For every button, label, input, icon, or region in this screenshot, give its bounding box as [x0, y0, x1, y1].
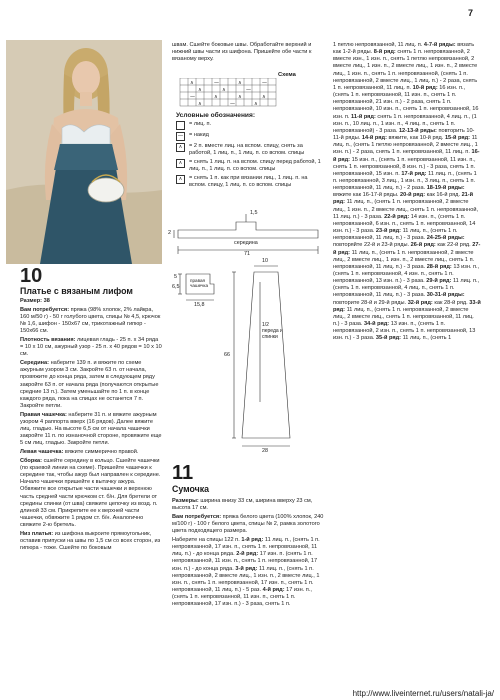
legend-item — [176, 132, 322, 141]
right-cup-paragraph: Правая чашечка: наберите 31 п. и вяжите ажурным узором 4 раппорта вверх (16 рядов). Далее вяжите лиц. гладью. На высоте 6,5 см от начала чашечки закройте 11 п. по изнаночной стороне, провяжите еще 5 см лиц. гладью. Закройте петли. — [20, 411, 162, 447]
instructions-right-column — [333, 42, 481, 344]
assembly-paragraph: Сборка: сшейте середину в кольцо. Сшейте чашечки (по краевой линии на схеме). Пришейте чашечки к середине так, чтобы ажур был направлен к середине. Начало чашечки пришейте к вытачку ажура. Обвяжите все открытые части чашечки и верхнюю часть средней части крючком ст. б/н. Для бретели от средины спинки (от шва) свяжите цепочку из возд. п. длиной 33 см. Прикрепите ее к верхней части чашечки, обвяжите 1 рядом ст. б/н. Аналогично свяжите 2-ю бретель. — [20, 457, 161, 529]
svg-text:∧: ∧ — [254, 101, 258, 107]
dim-10: 10 — [262, 258, 268, 264]
dim-left: 2 — [168, 230, 171, 236]
svg-text:∧: ∧ — [238, 80, 242, 86]
svg-text:∧: ∧ — [198, 101, 202, 107]
stitch-scheme — [176, 72, 296, 108]
legend-text: = лиц. п. — [189, 121, 212, 128]
legend-text: = снять 1 лиц. п. на вспом. спицу перед работой, 1 лиц. п., 1 лиц. п. со вспом. спицы — [189, 158, 321, 172]
dress-pattern-diagram — [172, 258, 328, 458]
svg-text:—: — — [246, 87, 251, 93]
legend-item — [176, 121, 322, 130]
cross-left-icon: ∧ — [176, 143, 185, 152]
size-paragraph-11: Размеры: ширина внизу 33 см, ширина вверху 23 см, высота 17 см. — [172, 498, 313, 512]
skirt-paragraph: Низ платья: из шифона выкроите прямоугольник, оставив припуски на швы по 1,5 см со всех сторон, из гипюра - тоже. Сшейте по боковым — [20, 531, 161, 552]
instructions-paragraph: 1 петлю непровязанной, 11 лиц. п. 4-7-й ряды: вязать как 1-2-й ряды. 8-й ряд: снять 1 п. непровязанной, 2 вместе изн., 1 изн. п., снять 1 петлю непровязанной, 2 вместе лиц., 1 изн. п., 2 вместе лиц., 1 изн. п., 2 вместе лиц., 1 изн. п., снять 1 п. непровязанной, (снять 1 п. непровязанной, 2 вместе лиц., 1 лиц. п.) - 2 раза, снять 1 п. непровязанной, 11 лиц. п. 10-й ряд: 16 изн. п., (снять 1 п. непровязанной, 11 изн. п., снять 1 п. непровязанной, 21 изн. п.) - 2 раза, снять 1 п. непровязанной, 10 изн. п., снять 1 п. непровязанной, 16 изн. п. 11-й ряд: снять 1 п. непровязанной, 4 лиц. п., (1 изн. п., 10 лиц. п., 1 изн. п., 4 лиц. п., снять 1 п. непровязанной) - 3 раза. 12-13-й ряды: повторить 10-11-й ряды. 14-й ряд: вяжите, как 10-й ряд. 15-й ряд: 11 лиц. п., (снять 1 петлю непровязанной, 2 вместе лиц., 1 изн. п.) - 2 раза, снять 1 п. непровязанной, 11 лиц. п. 16-й ряд: 15 изн. п., (снять 1 п. непровязанной, 11 изн. п., снять 1 п. непровязанной, 8 изн. п.) - 3 раза, снять 1 п. непровязанной, 15 изн. п. 17-й ряд: 11 лиц. п., (снять 1 п. непровязанной, 3 лиц., 1 изн. п., 3 лиц. п., снять 1 п. непровязанной, 11 лиц. п.) - 2 раза. 18-19-й ряды: вяжите как 16-17-й ряды. 20-й ряд: как 16-й ряд. 21-й ряд: 11 лиц. п., (снять 1 п. непровязанной, 2 вместе лиц., 1 изн. п., 2 вместе лиц., снять 1 п. непровязанной, 11 лиц. п.) - 3 раза. 22-й ряд: 14 изн. п., (снять 1 п. непровязанной, 6 изн. п., снять 1 п. непровязанной, 14 изн. п.) - 3 раза. 23-й ряд: 11 лиц. п., (снять 1 п. непровязанной, 11 лиц. п.) - 3 раза. 24-25-й ряды: повторяйте 22-й и 23-й ряды. 26-й ряд: как 22-й ряд. 27-й ряд: 11 лиц. п., (снять 1 п. непровязанной, 2 вместе лиц., 2 вместе лиц., 1 изн. п., 2 вместе лиц., снять 1 п. непровязанной, 11 лиц. п.) - 3 раза. 28-й ряд: 13 изн. п., (снять 1 п. непровязанной, 4 изн. п., снять 1 п. непровязанной, 13 изн. п.) - 3 раза. 29-й ряд: 11 лиц. п., (снять 1 п. непровязанной, 4 лиц. п., снять 1 п. непровязанной, 11 лиц. п.) - 3 раза. 30-31-й ряды: повторите 28-й и 29-й ряды. 32-й ряд: как 28-й ряд. 33-й ряд: 11 лиц. п., (снять 1 п. непровязанной, 2 вместе лиц., 2 вместе лиц., снять 1 п. непровязанной, 11 лиц. п.) - 3 раза. 34-й ряд: 13 изн. п., (снять 1 п. непровязанной, 2 изн. п., снять 1 п. непровязанной, 13 изн. п.) - 3 раза. 35-й ряд: 11 лиц. п., (снять 1 — [333, 42, 481, 342]
pattern-title-10: Платье с вязаным лифом — [20, 286, 133, 296]
dim-15-8: 15,8 — [194, 302, 205, 308]
legend-text: = накид — [189, 132, 209, 139]
svg-text:∧: ∧ — [222, 87, 226, 93]
start-paragraph-11: Наберите на спицы 122 п. 1-й ряд: 11 лиц. п., (снять 1 п. непровязанной, 17 изн. п., снять 1 п. непровязанной, 11 лиц. п.) - до конца ряда. 2-й ряд: 17 изн. п. (снять 1 п. непровязанной, 11 изн. п., снять 1 п. непровязанной, 17 изн. п.) - до конца ряда. 3-й ряд: 11 лиц. п., (снять 1 п. непровязанной, 2 вместе лиц., 1 изн. п., 2 вместе лиц., 1 изн. п., снять 1 п. непровязанной, 17 изн. п., снять 1 п. непровязанной, 11 лиц. п.) - 5 раз. 4-й ряд: 17 изн. п., (снять 1 п. непровязанной, 11 изн. п., снять 1 п. непровязанной, 17 изн. п.) - 3 раза, снять 1 п. — [172, 536, 320, 608]
legend-item — [176, 143, 322, 157]
scheme-grid — [176, 78, 280, 114]
label-right-cup: правая чашечка — [190, 278, 209, 288]
legend-text: = снять 1 п. как при вязании лиц., 1 лиц. п. на вспом. спицу, 1 лиц. п. со вспом. спицы — [189, 174, 308, 188]
svg-text:—: — — [190, 94, 195, 100]
page-number: 7 — [468, 8, 474, 18]
svg-text:∧: ∧ — [190, 80, 194, 86]
source-url: http://www.liveinternet.ru/users/natali-ja/ — [352, 689, 494, 698]
dim-height: 66 — [224, 352, 230, 358]
yarn-over-icon: — — [178, 133, 183, 140]
model-photo — [6, 40, 162, 264]
pattern-number-10: 10 — [20, 265, 43, 287]
svg-text:∧: ∧ — [214, 94, 218, 100]
dim-width: 71 — [244, 251, 250, 257]
legend-text: = 2 п. вместе лиц. на вспом. спицу, снять за работой, 1 лиц. п., 1 лиц. п. со вспом. спицы — [189, 142, 305, 157]
svg-text:∧: ∧ — [198, 87, 202, 93]
legend-title: Условные обозначения: — [176, 112, 256, 119]
size-paragraph: Размер: 38 — [20, 298, 50, 304]
pattern-number-11: 11 — [172, 462, 194, 484]
materials-paragraph: Вам потребуется: пряжа (98% хлопок, 2% лайкра, 160 м/50 г) - 50 г голубого цвета, спицы № 4,5, крючок № 1,6, шифон - 150х67 см, трикотажный гипюр - 150х66 см. — [20, 306, 161, 335]
pattern-title-11: Сумочка — [172, 484, 210, 494]
svg-text:∧: ∧ — [262, 94, 266, 100]
dress-pattern-outline — [172, 262, 328, 458]
cross-right-icon: ∧ — [176, 159, 185, 168]
dim-6-5: 6,5 — [172, 284, 180, 290]
middle-paragraph: Середина: наберите 139 п. и вяжите по схеме ажурным узором 3 см. Закройте 63 п. от начала, провяжите до конца ряда, затем в следующем ряду закройте 63 п. от начала ряда (получаются открытые средние 13 п.). Затем уменьшайте по 1 п. в конце каждого ряда, пока на спицах не останется 7 п. Закройте петли. — [20, 360, 159, 409]
dim-top: 1,5 — [250, 210, 258, 216]
dim-5: 5 — [174, 274, 177, 280]
pattern10-body — [20, 298, 162, 554]
top-note: швам. Сшейте боковые швы. Обработайте верхний и нижний швы части из шифона. Пришейте обе части к вязаному верху. — [172, 42, 312, 63]
legend-item — [176, 159, 322, 173]
label-front-back: 1/2 переда и спинки — [262, 322, 283, 340]
svg-text:—: — — [230, 101, 235, 107]
label-center: середина — [234, 240, 258, 246]
legend — [176, 112, 322, 191]
middle-strip-diagram — [168, 208, 324, 258]
legend-item — [176, 175, 322, 189]
knit-stitch-icon — [176, 121, 185, 130]
materials-paragraph-11: Вам потребуется: пряжа белого цвета (100% хлопок, 240 м/100 г) - 100 г белого цвета, спицы № 2, рамка золотого цвета подходящего размера. — [172, 513, 324, 535]
density-paragraph: Плотность вязания: лицевая гладь - 25 п. х 34 ряда = 10 х 10 см, ажурный узор - 25 п. х 40 рядов = 10 х 10 см. — [20, 336, 162, 358]
svg-text:—: — — [214, 80, 219, 86]
scheme-title: Схема — [278, 72, 296, 78]
slip-stitch-icon: ∧ — [176, 175, 185, 184]
pattern11-body — [172, 498, 324, 610]
dress-photo-illustration — [6, 40, 162, 264]
left-cup-paragraph: Левая чашечка: вяжите симмерично правой. — [20, 449, 139, 456]
svg-text:—: — — [262, 80, 267, 86]
svg-text:∧: ∧ — [238, 94, 242, 100]
dim-bottom: 28 — [262, 448, 268, 454]
